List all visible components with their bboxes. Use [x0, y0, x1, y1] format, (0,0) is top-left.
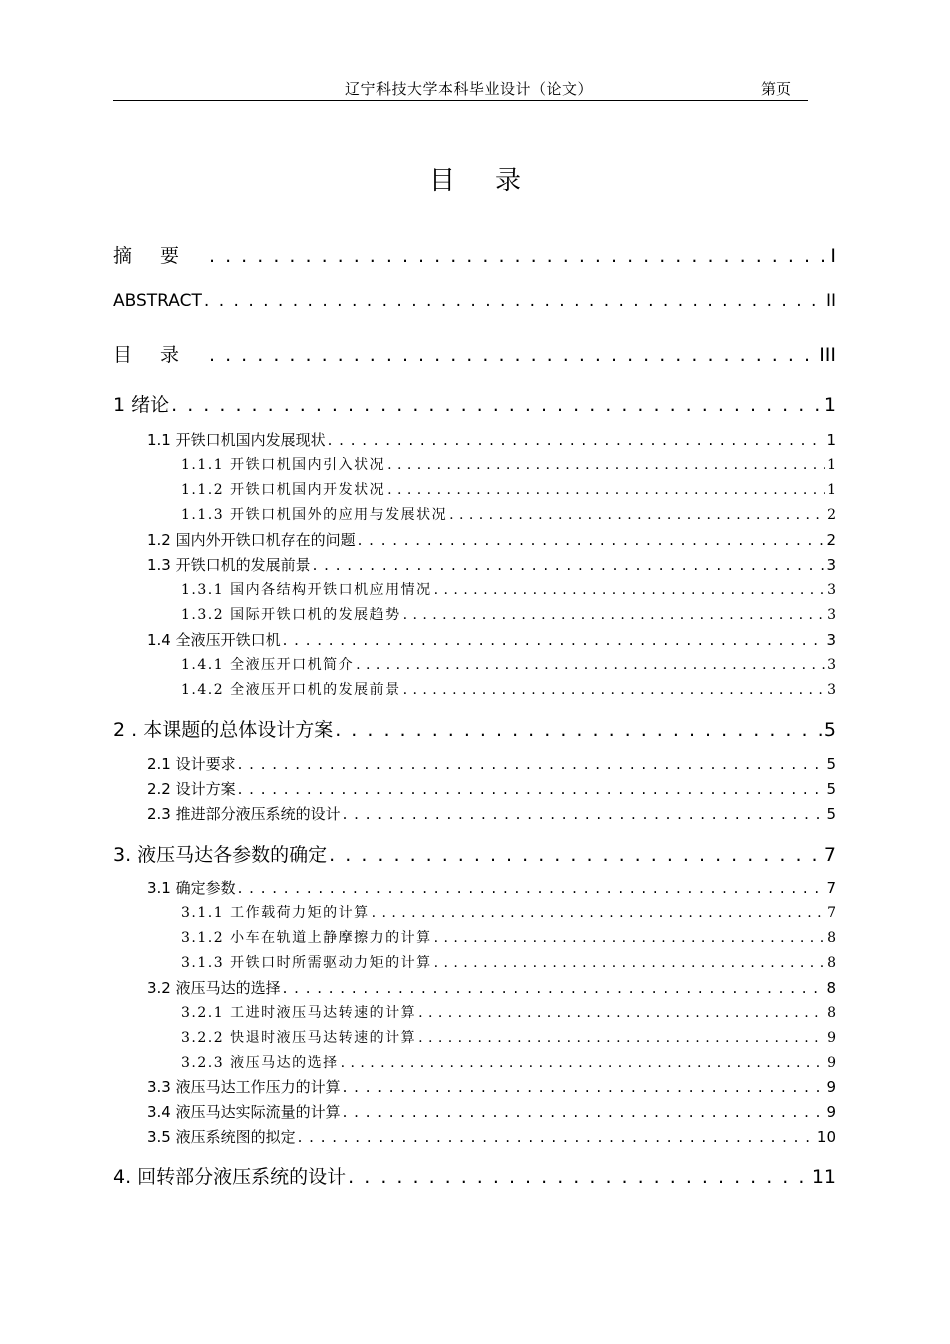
dot-leader: [403, 607, 826, 623]
toc-entry[interactable]: [181, 604, 836, 624]
dot-leader: [298, 1128, 815, 1146]
toc-entry-page: 11: [811, 1166, 836, 1188]
toc-entry[interactable]: [181, 1002, 836, 1022]
toc-entry[interactable]: [181, 902, 836, 922]
toc-entry-page: 1: [827, 457, 836, 473]
toc-entry-label: 1.4.2 全液压开口机的发展前景: [181, 682, 401, 698]
toc-entry-page: 8: [826, 979, 836, 997]
toc-entry[interactable]: [147, 629, 836, 650]
toc-entry-label: 3.1.3 开铁口时所需驱动力矩的计算: [181, 955, 432, 971]
toc-entry-label: 2.1 设计要求: [147, 755, 236, 773]
toc-entry-label: 3.1 确定参数: [147, 879, 236, 897]
toc-entry[interactable]: [147, 529, 836, 550]
toc-entry[interactable]: [147, 1101, 836, 1122]
toc-entry-page: 2: [827, 507, 836, 523]
toc-entry-contents[interactable]: [113, 340, 836, 367]
dot-leader: [403, 682, 826, 698]
toc-entry-label: 1.4.1 全液压开口机简介: [181, 657, 355, 673]
toc-entry[interactable]: [147, 429, 836, 450]
toc-entry-label: 1.3 开铁口机的发展前景: [147, 556, 311, 574]
dot-leader: [283, 631, 825, 649]
toc-entry-page: 5: [826, 755, 836, 773]
toc-entry-page: 9: [826, 1103, 836, 1121]
toc-entry[interactable]: [181, 579, 836, 599]
toc-entry-label: 2.3 推进部分液压系统的设计: [147, 805, 341, 823]
toc-entry-label: 3.1.2 小车在轨道上静摩擦力的计算: [181, 930, 432, 946]
dot-leader: [343, 1078, 825, 1096]
toc-entry-page: 1: [827, 482, 836, 498]
toc-entry-page: 2: [826, 531, 836, 549]
toc-entry[interactable]: [147, 753, 836, 774]
toc-entry-page: 5: [826, 780, 836, 798]
toc-entry-page: 5: [823, 719, 836, 741]
dot-leader: [343, 805, 825, 823]
toc-entry-page: 8: [827, 955, 836, 971]
toc-entry-page: 3: [826, 556, 836, 574]
toc-entry-page: 3: [827, 607, 836, 623]
toc-title: 目录: [428, 166, 561, 196]
dot-leader: [434, 930, 826, 946]
toc-entry-label: 1.1.1 开铁口机国内引入状况: [181, 457, 386, 473]
toc-entry[interactable]: [147, 977, 836, 998]
toc-entry-label: 1 绪论: [113, 394, 170, 416]
toc-entry-label: 2 . 本课题的总体设计方案: [113, 719, 334, 741]
toc-entry-label: 目录: [113, 344, 208, 366]
toc-entry-page: 5: [826, 805, 836, 823]
toc-entry-label: ABSTRACT: [113, 291, 202, 311]
toc-entry[interactable]: [181, 1027, 836, 1047]
dot-leader: [335, 719, 822, 741]
dot-leader: [341, 1055, 826, 1071]
dot-leader: [358, 531, 825, 549]
toc-entry[interactable]: [147, 1076, 836, 1097]
toc-entry-label: 3.2.2 快退时液压马达转速的计算: [181, 1030, 417, 1046]
toc-entry-page: 1: [823, 394, 836, 416]
toc-entry-label: 1.4 全液压开铁口机: [147, 631, 281, 649]
toc-entry-page: 7: [827, 905, 836, 921]
toc-entry[interactable]: [113, 840, 836, 867]
toc-entry[interactable]: [181, 654, 836, 674]
dot-leader: [209, 245, 828, 267]
toc-entry[interactable]: [181, 952, 836, 972]
toc-entry[interactable]: [181, 1052, 836, 1072]
dot-leader: [387, 457, 825, 473]
dot-leader: [418, 1030, 825, 1046]
toc-entry-label: 1.1.3 开铁口机国外的应用与发展状况: [181, 507, 448, 523]
dot-leader: [343, 1103, 825, 1121]
toc-entry-label: 3.2 液压马达的选择: [147, 979, 281, 997]
toc-entry-page: 10: [816, 1128, 836, 1146]
toc-entry[interactable]: [113, 1162, 836, 1189]
toc-entry-page: I: [830, 245, 836, 267]
header-page-label: 第页: [761, 80, 792, 98]
toc-entry-page: III: [819, 344, 836, 366]
toc-entry-label: 4. 回转部分液压系统的设计: [113, 1166, 347, 1188]
toc-entry-page: 8: [827, 930, 836, 946]
dot-leader: [238, 780, 825, 798]
toc-entry-label: 3.2.1 工进时液压马达转速的计算: [181, 1005, 417, 1021]
dot-leader: [348, 1166, 810, 1188]
toc-entry-page: 7: [826, 879, 836, 897]
toc-entry-page: 3: [827, 657, 836, 673]
dot-leader: [238, 879, 825, 897]
toc-entry-label: 3.2.3 液压马达的选择: [181, 1055, 339, 1071]
toc-entry-label: 1.3.2 国际开铁口机的发展趋势: [181, 607, 401, 623]
toc-entry-page: II: [825, 291, 836, 311]
toc-entry-label: 1.2 国内外开铁口机存在的问题: [147, 531, 356, 549]
toc-entry[interactable]: [147, 877, 836, 898]
toc-entry[interactable]: [181, 454, 836, 474]
toc-entry-label: 3.4 液压马达实际流量的计算: [147, 1103, 341, 1121]
dot-leader: [171, 394, 822, 416]
toc-entry-label: 1.1 开铁口机国内发展现状: [147, 431, 326, 449]
toc-entry[interactable]: [147, 803, 836, 824]
dot-leader: [434, 582, 826, 598]
dot-leader: [209, 344, 817, 366]
dot-leader: [372, 905, 826, 921]
toc-entry[interactable]: [147, 554, 836, 575]
toc-entry[interactable]: [147, 778, 836, 799]
toc-entry-label: 3. 液压马达各参数的确定: [113, 844, 328, 866]
toc-entry-page: 1: [826, 431, 836, 449]
toc-entry[interactable]: [181, 504, 836, 524]
toc-entry-page: 9: [827, 1055, 836, 1071]
dot-leader: [328, 431, 825, 449]
dot-leader: [449, 507, 825, 523]
toc-entry[interactable]: [147, 1126, 836, 1147]
toc-entry[interactable]: [113, 390, 836, 417]
dot-leader: [313, 556, 825, 574]
toc-entry-label: 3.1.1 工作载荷力矩的计算: [181, 905, 370, 921]
toc-entry-abstract-en[interactable]: [113, 291, 836, 311]
dot-leader: [356, 657, 825, 673]
dot-leader: [238, 755, 825, 773]
toc-entry-page: 7: [823, 844, 836, 866]
toc-entry-label: 3.5 液压系统图的拟定: [147, 1128, 296, 1146]
toc-entry-abstract-cn[interactable]: [113, 241, 836, 268]
dot-leader: [204, 291, 824, 311]
dot-leader: [434, 955, 826, 971]
toc-entry-label: 1.1.2 开铁口机国内开发状况: [181, 482, 386, 498]
toc-entry-page: 3: [827, 682, 836, 698]
dot-leader: [418, 1005, 825, 1021]
dot-leader: [329, 844, 822, 866]
dot-leader: [387, 482, 825, 498]
toc-entry[interactable]: [113, 715, 836, 742]
header-school-title: 辽宁科技大学本科毕业设计（论文）: [345, 80, 594, 98]
toc-entry-label: 2.2 设计方案: [147, 780, 236, 798]
toc-entry-page: 3: [827, 582, 836, 598]
toc-entry[interactable]: [181, 479, 836, 499]
toc-entry-label: 3.3 液压马达工作压力的计算: [147, 1078, 341, 1096]
toc-entry-label: 1.3.1 国内各结构开铁口机应用情况: [181, 582, 432, 598]
toc-entry-page: 9: [827, 1030, 836, 1046]
toc-entry[interactable]: [181, 679, 836, 699]
toc-entry-page: 3: [826, 631, 836, 649]
toc-entry[interactable]: [181, 927, 836, 947]
toc-entry-page: 9: [826, 1078, 836, 1096]
dot-leader: [283, 979, 825, 997]
toc-entry-page: 8: [827, 1005, 836, 1021]
toc-entry-label: 摘要: [113, 245, 208, 267]
